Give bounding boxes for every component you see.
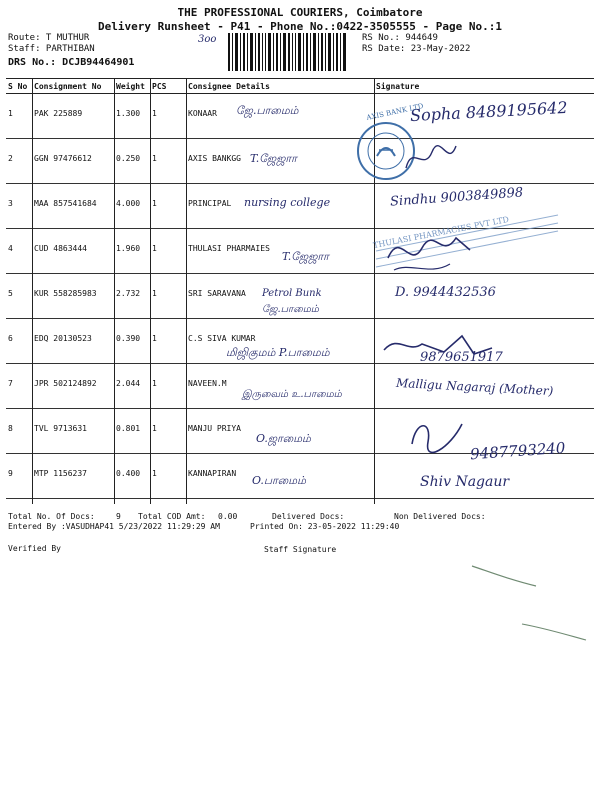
row-consignment: TVL 9713631 [32, 409, 114, 454]
col-header-sno: S No [6, 79, 32, 94]
receiver-note: Petrol Bunk ஜே.பாமைம் [262, 288, 322, 315]
total-docs-value: 9 [116, 512, 121, 521]
row-sno: 9 [6, 454, 32, 499]
col-header-signature: Signature [374, 79, 594, 94]
row-consignment: PAK 225889 [32, 94, 114, 139]
row-consignee: AXIS BANKGG [186, 139, 374, 184]
row-sno: 6 [6, 319, 32, 364]
row-consignment: CUD 4863444 [32, 229, 114, 274]
row-weight: 2.044 [114, 364, 150, 409]
signature-scribble [400, 138, 460, 178]
row-pcs: 1 [150, 319, 186, 364]
row-sno: 4 [6, 229, 32, 274]
row-sno: 1 [6, 94, 32, 139]
rs-number: RS No.: 944649 [362, 33, 438, 43]
signature-note: Sindhu 9003849898 [389, 185, 524, 210]
receiver-note: மிஜிகுமம் P.பாமைம் [226, 346, 330, 359]
non-delivered-docs-label: Non Delivered Docs: [394, 512, 486, 521]
col-header-weight: Weight [114, 79, 150, 94]
row-weight: 0.400 [114, 454, 150, 499]
rect-stamp-text: THULASI PHARMACIES PVT LTD [372, 214, 510, 251]
row-sno: 8 [6, 409, 32, 454]
staff-signature: Staff Signature [264, 545, 337, 554]
receiver-note: T.ஜேஜாா [282, 250, 329, 263]
receiver-note: T.ஜேஜாா [250, 152, 297, 165]
receiver-note: nursing college [244, 196, 331, 209]
row-pcs: 1 [150, 139, 186, 184]
row-pcs: 1 [150, 229, 186, 274]
column-divider [32, 78, 33, 504]
row-consignee: KANNAPIRAN [186, 454, 374, 499]
row-weight: 1.300 [114, 94, 150, 139]
row-consignee: C.S SIVA KUMAR [186, 319, 374, 364]
receiver-note: O.பாமைம் [252, 474, 306, 487]
route-label: Route: T MUTHUR [8, 33, 90, 43]
column-divider [114, 78, 115, 504]
total-docs-label: Total No. Of Docs: [8, 512, 95, 521]
barcode-image [228, 33, 346, 71]
receiver-note: ஜே.பாமைம் [236, 104, 299, 117]
row-consignee: KONAAR [186, 94, 374, 139]
delivered-docs-label: Delivered Docs: [272, 512, 345, 521]
row-consignee: SRI SARAVANA [186, 274, 374, 319]
row-weight: 0.250 [114, 139, 150, 184]
pencil-stroke [520, 620, 590, 644]
company-title: THE PROFESSIONAL COURIERS, Coimbatore [177, 6, 423, 19]
row-weight: 2.732 [114, 274, 150, 319]
runsheet-subtitle: Delivery Runsheet - P41 - Phone No.:0422-3505555 - Page No.:1 [98, 20, 502, 33]
row-sno: 5 [6, 274, 32, 319]
row-consignment: JPR 502124892 [32, 364, 114, 409]
row-pcs: 1 [150, 454, 186, 499]
signature-note: 9879651917 [420, 350, 503, 365]
row-weight: 0.390 [114, 319, 150, 364]
row-pcs: 1 [150, 274, 186, 319]
row-sno: 7 [6, 364, 32, 409]
signature-scribble [378, 330, 498, 360]
row-consignee: MANJU PRIYA [186, 409, 374, 454]
row-pcs: 1 [150, 409, 186, 454]
row-sno: 3 [6, 184, 32, 229]
row-consignment: EDQ 20130523 [32, 319, 114, 364]
col-header-pcs: PCS [150, 79, 186, 94]
signature-note: D. 9944432536 [395, 285, 496, 300]
row-weight: 4.000 [114, 184, 150, 229]
signature-scribble [402, 414, 472, 454]
row-consignment: GGN 97476612 [32, 139, 114, 184]
row-weight: 1.960 [114, 229, 150, 274]
row-sno: 2 [6, 139, 32, 184]
row-consignee: THULASI PHARMAIES [186, 229, 374, 274]
row-pcs: 1 [150, 364, 186, 409]
row-consignment: MTP 1156237 [32, 454, 114, 499]
round-stamp-text: AXIS BANK LTD [365, 102, 425, 122]
row-consignee: PRINCIPAL [186, 184, 374, 229]
pencil-stroke [470, 562, 540, 590]
table-header-row [6, 79, 594, 94]
rs-date: RS Date: 23-May-2022 [362, 44, 471, 54]
header-scribble: 3oo [198, 34, 217, 45]
signature-note: 9487793240 [469, 438, 566, 464]
signature-note: Sopha 8489195642 [409, 97, 568, 126]
row-consignee: NAVEEN.M [186, 364, 374, 409]
table-row [6, 139, 594, 184]
row-pcs: 1 [150, 184, 186, 229]
receiver-note: இருவைம் உ.பாமைம் [242, 389, 342, 400]
column-divider [150, 78, 151, 504]
signature-scribble [380, 220, 480, 280]
verified-by: Verified By [8, 544, 61, 553]
row-pcs: 1 [150, 94, 186, 139]
col-header-consignee: Consignee Details [186, 79, 374, 94]
entered-by: Entered By :VASUDHAP41 5/23/2022 11:29:29 AM [8, 522, 220, 531]
receiver-note: O.ஜாமைம் [256, 432, 311, 445]
row-consignment: MAA 857541684 [32, 184, 114, 229]
signature-note: Malligu Nagaraj (Mother) [395, 375, 554, 399]
signature-note: Shiv Nagaur [420, 474, 510, 490]
total-cod-value: 0.00 [218, 512, 238, 521]
column-divider [186, 78, 187, 504]
staff-label: Staff: PARTHIBAN [8, 44, 95, 54]
printed-on: Printed On: 23-05-2022 11:29:40 [250, 522, 400, 531]
col-header-consignment: Consignment No [32, 79, 114, 94]
total-cod-label: Total COD Amt: [138, 512, 206, 521]
row-consignment: KUR 558285983 [32, 274, 114, 319]
drs-number: DRS No.: DCJB94464901 [8, 57, 135, 68]
row-weight: 0.801 [114, 409, 150, 454]
